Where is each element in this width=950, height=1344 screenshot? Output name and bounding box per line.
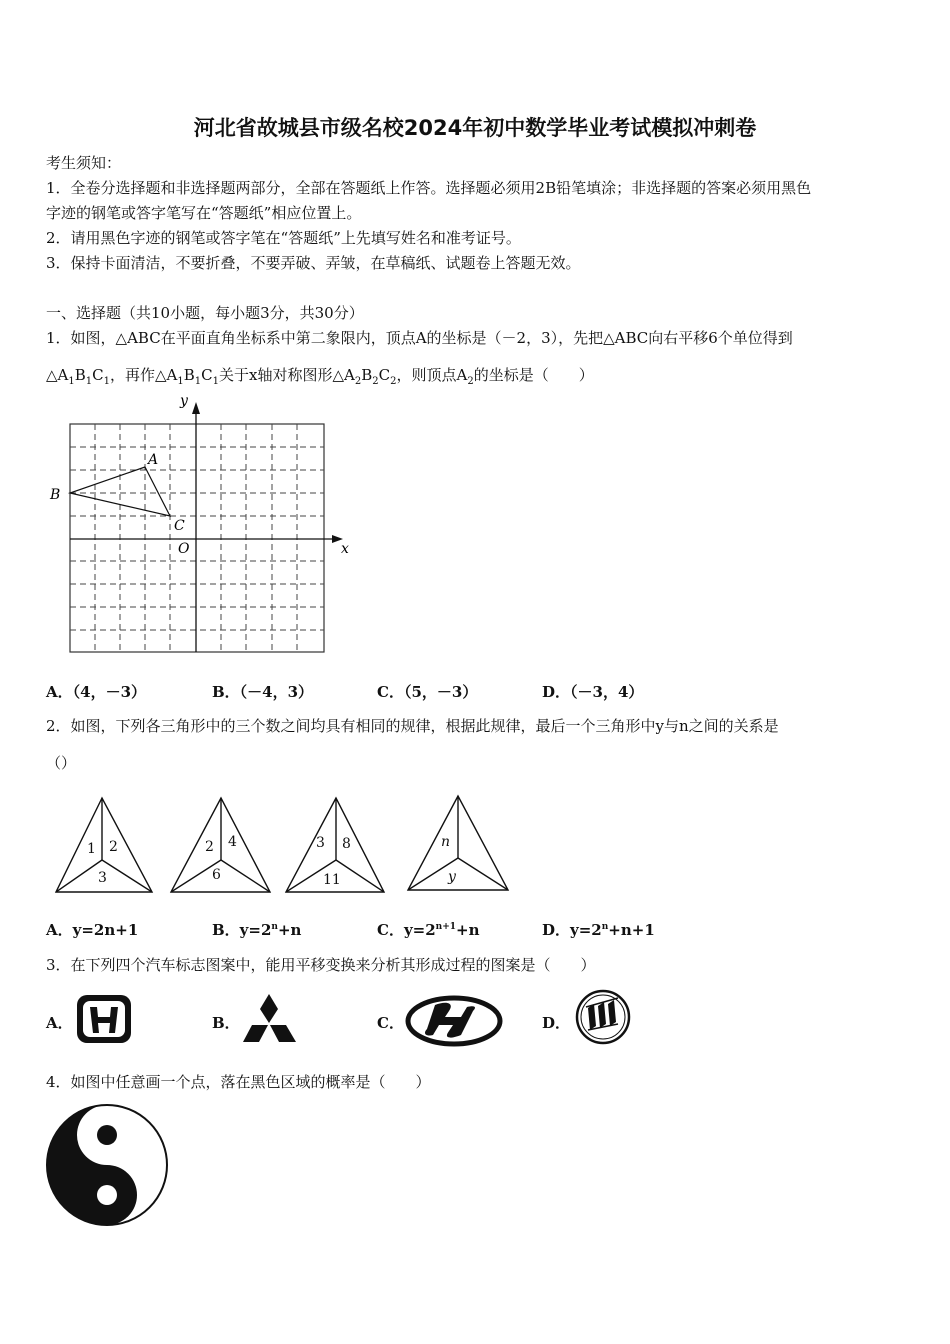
q2-text-line2: （） [46, 754, 77, 772]
q1-option-b[interactable]: B．（－4，3） [212, 683, 314, 701]
notice-item-1-cont: 字迹的钢笔或答字笔写在“答题纸”相应位置上。 [46, 204, 362, 222]
y-axis-arrow-icon [192, 402, 200, 414]
t4-left: n [441, 834, 451, 850]
yin-yang-figure [45, 1103, 171, 1229]
q2-triangle-4 [408, 796, 508, 890]
t1-right: 2 [109, 839, 118, 855]
q2-text-line1: 2．如图，下列各三角形中的三个数之间均具有相同的规律，根据此规律，最后一个三角形中y与n之间的关系是 [46, 717, 779, 735]
page-title: 河北省故城县市级名校2024年初中数学毕业考试模拟冲刺卷 [193, 116, 757, 140]
t3-right: 8 [342, 836, 351, 852]
mitsubishi-logo-icon[interactable] [240, 992, 300, 1046]
q2-option-d[interactable]: D．$y=2^n+n+1$ [542, 921, 655, 939]
q1-coordinate-figure [40, 390, 360, 665]
q1-option-c[interactable]: C．（5，－3） [377, 683, 478, 701]
q1-text-line2: $\triangle A_1B_1C_1$，再作$\triangle A_1B_1C_1$关于x轴对称图形$\triangle A_2B_2C_2$，则顶点$A_2$的坐标是（ ） [46, 366, 594, 387]
q3-option-b-label[interactable]: B． [212, 1014, 240, 1032]
q2-option-b[interactable]: B．$y=2^n+n$ [212, 921, 302, 939]
notice-item-2: 2．请用黑色字迹的钢笔或答字笔在“答题纸”上先填写姓名和准考证号。 [46, 229, 521, 247]
t2-right: 4 [228, 834, 237, 850]
t1-bottom: 3 [98, 870, 107, 886]
q3-text: 3．在下列四个汽车标志图案中，能用平移变换来分析其形成过程的图案是（ ） [46, 956, 596, 974]
point-a-label: A [148, 452, 159, 468]
q1-option-d[interactable]: D．（－3，4） [542, 683, 644, 701]
point-c-label: C [174, 518, 185, 534]
t2-left: 2 [205, 839, 214, 855]
notice-item-3: 3．保持卡面清洁，不要折叠，不要弄破、弄皱，在草稿纸、试题卷上答题无效。 [46, 254, 581, 272]
notice-item-1: 1．全卷分选择题和非选择题两部分，全部在答题纸上作答。选择题必须用2B铅笔填涂；非选择题的答案必须用黑色 [46, 179, 812, 197]
q2-triangles-figure [50, 790, 510, 900]
hyundai-logo-icon[interactable] [405, 995, 505, 1047]
point-b-label: B [50, 487, 61, 503]
q2-option-c[interactable]: C．$y=2^{n+1}+n$ [377, 921, 480, 939]
honda-logo-icon[interactable] [75, 993, 135, 1047]
t3-bottom: 11 [323, 872, 341, 888]
t1-left: 1 [87, 841, 96, 857]
q1-text-line1: 1．如图，△ABC在平面直角坐标系中第二象限内，顶点A的坐标是（－2，3），先把△ABC向右平移6个单位得到 [46, 329, 793, 347]
t3-left: 3 [316, 835, 325, 851]
y-axis-label: y [180, 393, 188, 409]
section-heading: 一、选择题（共10小题，每小题3分，共30分） [46, 304, 364, 322]
grid-border [70, 424, 324, 652]
q1-option-a[interactable]: A．（4，－3） [46, 683, 147, 701]
x-axis-label: x [341, 541, 349, 557]
q3-option-c-label[interactable]: C． [377, 1014, 404, 1032]
notice-heading: 考生须知： [46, 154, 122, 172]
buick-logo-icon[interactable] [574, 990, 634, 1046]
origin-label: O [178, 541, 190, 557]
q3-option-a-label[interactable]: A． [46, 1014, 73, 1032]
q3-option-d-label[interactable]: D． [542, 1014, 571, 1032]
q2-option-a[interactable]: A．y=2n+1 [46, 921, 139, 939]
t2-bottom: 6 [212, 867, 221, 883]
grid-lines [70, 424, 324, 652]
q4-text: 4．如图中任意画一个点，落在黑色区域的概率是（ ） [46, 1073, 431, 1091]
t4-bottom: y [448, 869, 456, 885]
